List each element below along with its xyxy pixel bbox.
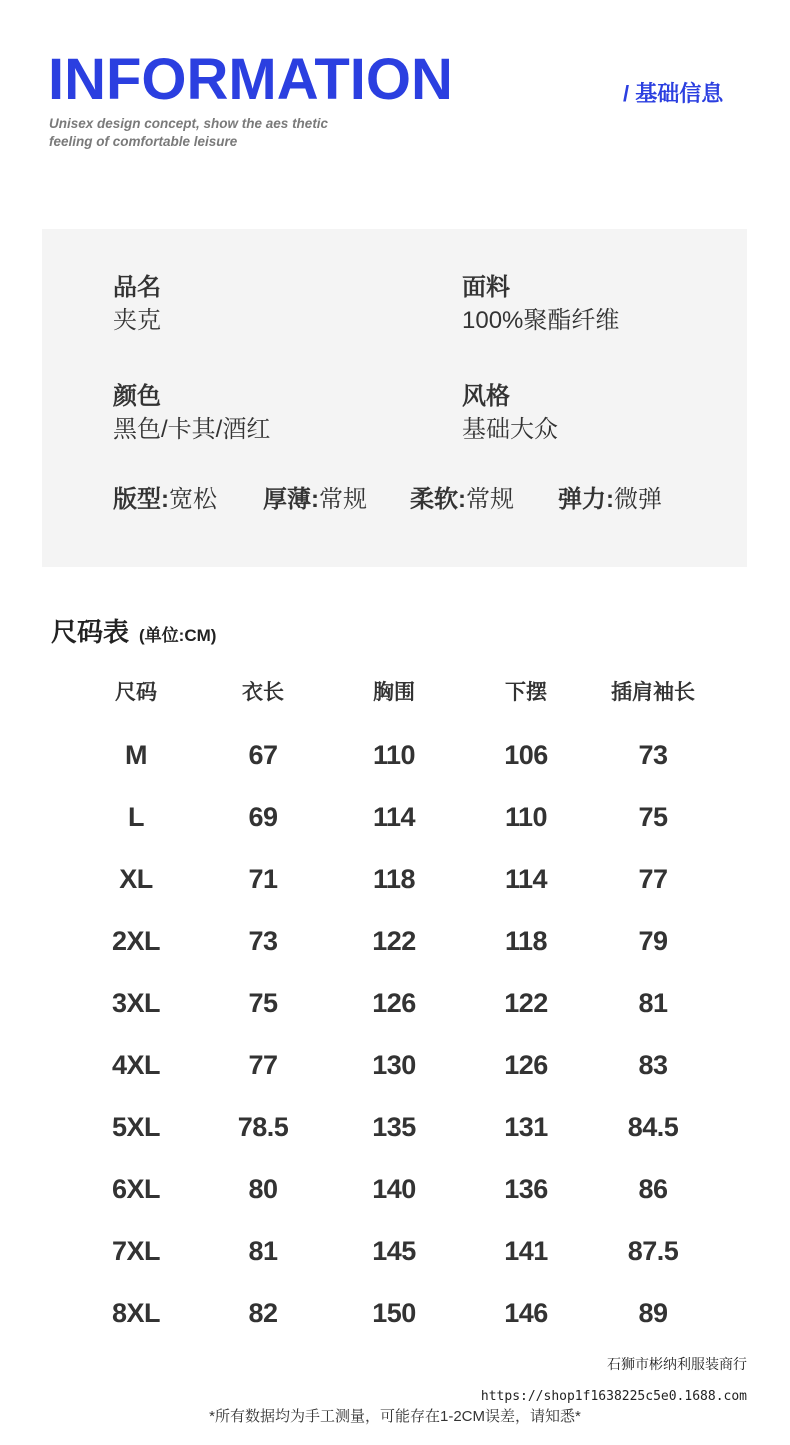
table-cell: 126 bbox=[372, 988, 416, 1018]
table-cell: 6XL bbox=[111, 1174, 161, 1204]
table-cell: 106 bbox=[504, 740, 548, 770]
shop-name: 石狮市彬纳利服装商行 bbox=[607, 1356, 747, 1372]
table-cell: 77 bbox=[248, 1050, 278, 1080]
table-cell: 3XL bbox=[111, 988, 161, 1018]
table-cell: 89 bbox=[638, 1298, 668, 1328]
table-cell: 73 bbox=[248, 926, 278, 956]
field-name-value: 夹克 bbox=[113, 307, 161, 334]
subtitle bbox=[49, 115, 349, 151]
table-cell: 8XL bbox=[111, 1298, 161, 1328]
table-cell: 81 bbox=[638, 988, 668, 1018]
attribute-softness: 柔软:常规 bbox=[410, 486, 514, 513]
section-title-cn: / 基础信息 bbox=[623, 81, 724, 106]
table-row bbox=[70, 1096, 720, 1158]
field-color-label: 颜色 bbox=[113, 383, 161, 410]
table-cell: 118 bbox=[372, 864, 416, 894]
table-cell: 83 bbox=[638, 1050, 668, 1080]
table-row bbox=[70, 1158, 720, 1220]
subtitle-line-2: feeling of comfortable leisure bbox=[49, 134, 238, 149]
table-cell: 87.5 bbox=[627, 1236, 679, 1266]
table-cell: M bbox=[125, 740, 147, 770]
table-cell: 82 bbox=[248, 1298, 278, 1328]
table-row bbox=[70, 1220, 720, 1282]
table-cell: 2XL bbox=[111, 926, 161, 956]
table-cell: 73 bbox=[638, 740, 668, 770]
table-cell: 5XL bbox=[111, 1112, 161, 1142]
table-cell: 71 bbox=[248, 864, 278, 894]
table-cell: L bbox=[128, 802, 144, 832]
field-style bbox=[462, 381, 558, 447]
table-cell: 7XL bbox=[111, 1236, 161, 1266]
table-cell: 81 bbox=[248, 1236, 278, 1266]
table-cell: 110 bbox=[372, 740, 416, 770]
attribute-elasticity: 弹力:微弹 bbox=[558, 486, 662, 513]
table-row bbox=[70, 972, 720, 1034]
table-cell: 140 bbox=[372, 1174, 416, 1204]
table-cell: 4XL bbox=[111, 1050, 161, 1080]
shop-url: https://shop1f1638225c5e0.1688.com bbox=[480, 1389, 747, 1404]
table-cell: 141 bbox=[504, 1236, 548, 1266]
table-row bbox=[70, 910, 720, 972]
table-cell: 84.5 bbox=[627, 1112, 679, 1142]
table-cell: 78.5 bbox=[237, 1112, 289, 1142]
attribute-list bbox=[113, 482, 733, 518]
field-name bbox=[113, 272, 161, 338]
table-cell: 126 bbox=[504, 1050, 548, 1080]
table-header-cell: 衣长 bbox=[242, 681, 284, 704]
table-cell: 131 bbox=[504, 1112, 548, 1142]
table-cell: 67 bbox=[248, 740, 278, 770]
table-cell: 79 bbox=[638, 926, 668, 956]
field-fabric-label: 面料 bbox=[462, 274, 510, 301]
field-fabric bbox=[462, 272, 619, 338]
table-cell: 118 bbox=[504, 926, 548, 956]
table-cell: 80 bbox=[248, 1174, 278, 1204]
table-row bbox=[70, 786, 720, 848]
field-style-value: 基础大众 bbox=[462, 416, 558, 443]
table-cell: XL bbox=[119, 864, 153, 894]
table-row bbox=[70, 724, 720, 786]
table-cell: 136 bbox=[504, 1174, 548, 1204]
field-color-value: 黑色/卡其/酒红 bbox=[113, 416, 271, 443]
attribute-thickness: 厚薄:常规 bbox=[263, 486, 367, 513]
table-cell: 130 bbox=[372, 1050, 416, 1080]
table-cell: 110 bbox=[504, 802, 548, 832]
table-cell: 114 bbox=[372, 802, 416, 832]
page-title: INFORMATION bbox=[48, 47, 453, 112]
table-row bbox=[70, 1034, 720, 1096]
table-header-cell: 下摆 bbox=[505, 681, 547, 704]
table-cell: 122 bbox=[372, 926, 416, 956]
table-cell: 69 bbox=[248, 802, 278, 832]
size-chart-unit: (单位:CM) bbox=[139, 626, 217, 645]
measurement-note: *所有数据均为手工测量，可能存在1-2CM误差，请知悉* bbox=[209, 1408, 581, 1425]
table-cell: 122 bbox=[504, 988, 548, 1018]
attribute-fit: 版型:宽松 bbox=[113, 486, 217, 513]
table-cell: 150 bbox=[372, 1298, 416, 1328]
table-header-cell: 插肩袖长 bbox=[611, 681, 695, 704]
size-chart-title bbox=[51, 612, 216, 649]
field-style-label: 风格 bbox=[462, 383, 510, 410]
table-cell: 86 bbox=[638, 1174, 668, 1204]
table-cell: 75 bbox=[248, 988, 278, 1018]
table-cell: 145 bbox=[372, 1236, 416, 1266]
field-color bbox=[113, 381, 270, 447]
table-cell: 75 bbox=[638, 802, 668, 832]
table-cell: 135 bbox=[372, 1112, 416, 1142]
product-info-panel bbox=[42, 229, 747, 567]
subtitle-line-1: Unisex design concept, show the aes thetic bbox=[49, 116, 329, 131]
table-row bbox=[70, 848, 720, 910]
table-header-row bbox=[70, 662, 720, 724]
table-header-cell: 胸围 bbox=[373, 681, 415, 704]
field-name-label: 品名 bbox=[113, 274, 161, 301]
table-cell: 77 bbox=[638, 864, 668, 894]
table-header-cell: 尺码 bbox=[115, 681, 157, 704]
table-cell: 114 bbox=[504, 864, 548, 894]
field-fabric-value: 100%聚酯纤维 bbox=[462, 307, 620, 334]
table-row bbox=[70, 1282, 720, 1344]
table-cell: 146 bbox=[504, 1298, 548, 1328]
size-chart-heading: 尺码表 bbox=[51, 617, 130, 647]
